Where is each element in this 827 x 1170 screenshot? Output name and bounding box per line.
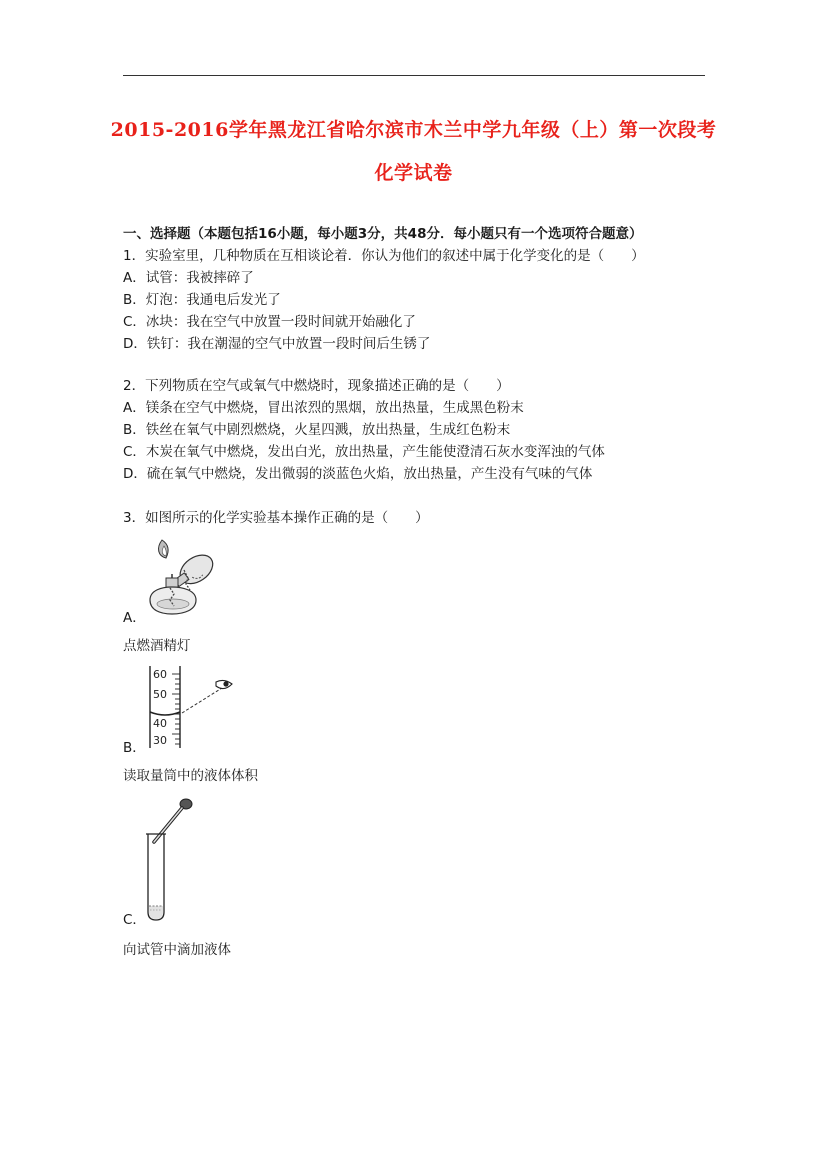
question-1-option-d: D．铁钉：我在潮湿的空气中放置一段时间后生锈了 — [123, 336, 431, 352]
question-3-option-b-letter: B． — [123, 740, 146, 756]
alcohol-lamp-lighting-figure — [140, 534, 230, 616]
exam-title: 2015-2016学年黑龙江省哈尔滨市木兰中学九年级（上）第一次段考 — [110, 119, 717, 141]
measuring-cylinder-figure — [140, 664, 240, 750]
question-3-option-a-caption: 点燃酒精灯 — [123, 638, 191, 654]
question-2-option-d: D．硫在氧气中燃烧，发出微弱的淡蓝色火焰，放出热量，产生没有气味的气体 — [123, 466, 593, 482]
question-3-stem: 3．如图所示的化学实验基本操作正确的是（ ） — [123, 510, 429, 526]
question-2-stem: 2．下列物质在空气或氧气中燃烧时，现象描述正确的是（ ） — [123, 378, 510, 394]
scale-label-60: 60 — [153, 668, 167, 681]
question-3-option-c-caption: 向试管中滴加液体 — [123, 942, 231, 958]
question-1-stem: 1．实验室里，几种物质在互相谈论着．你认为他们的叙述中属于化学变化的是（ ） — [123, 248, 645, 264]
exam-subtitle: 化学试卷 — [374, 162, 453, 184]
header-rule — [123, 75, 705, 76]
question-2-option-a: A．镁条在空气中燃烧，冒出浓烈的黑烟，放出热量，生成黑色粉末 — [123, 400, 524, 416]
question-3-option-a-letter: A． — [123, 610, 146, 626]
question-1-option-b: B．灯泡：我通电后发光了 — [123, 292, 281, 308]
scale-label-30: 30 — [153, 734, 167, 747]
scale-label-50: 50 — [153, 688, 167, 701]
question-1-option-c: C．冰块：我在空气中放置一段时间就开始融化了 — [123, 314, 416, 330]
question-2-option-b: B．铁丝在氧气中剧烈燃烧，火星四溅，放出热量，生成红色粉末 — [123, 422, 511, 438]
question-3-option-b-caption: 读取量筒中的液体体积 — [123, 768, 258, 784]
dropper-test-tube-figure — [140, 796, 200, 922]
question-1-option-a: A．试管：我被摔碎了 — [123, 270, 254, 286]
question-2-option-c: C．木炭在氧气中燃烧，发出白光，放出热量，产生能使澄清石灰水变浑浊的气体 — [123, 444, 605, 460]
question-3-option-c-letter: C． — [123, 912, 146, 928]
scale-label-40: 40 — [153, 717, 167, 730]
section-heading: 一、选择题（本题包括16小题，每小题3分，共48分．每小题只有一个选项符合题意） — [123, 226, 643, 242]
